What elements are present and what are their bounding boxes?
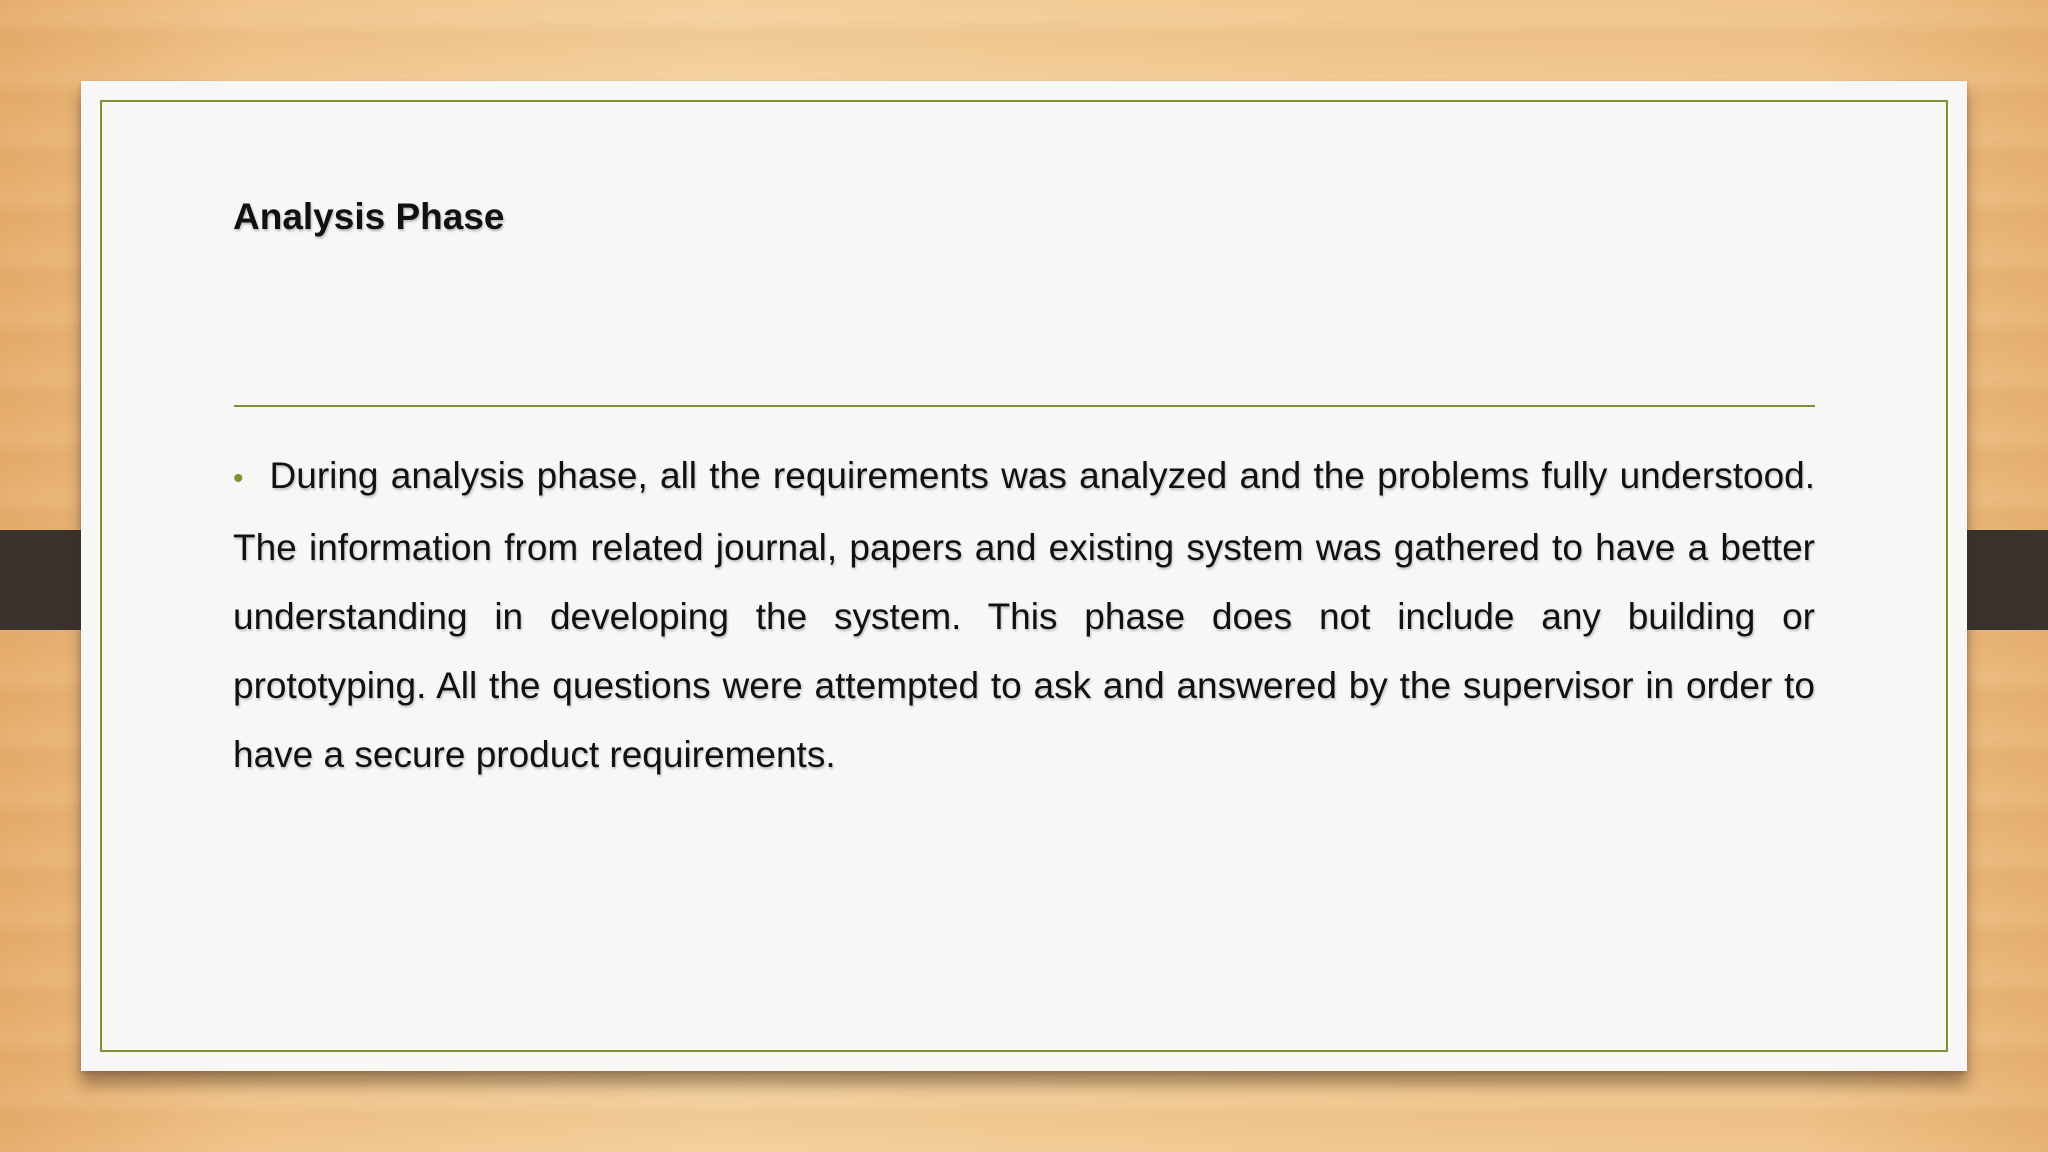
bullet-text: During analysis phase, all the requirements was analyzed and the problems fully understood. The information from related journal, papers and existing system was gathered to have a better understanding in developing the system. This phase does not include any building or prototyping. All the questions were attempted to ask and answered by the supervisor in order to have a secure product requirements.: [233, 455, 1815, 775]
bullet-icon: •: [233, 462, 244, 495]
title-divider: [234, 405, 1815, 407]
bullet-paragraph: [233, 441, 1815, 789]
slide-title: Analysis Phase: [233, 196, 505, 237]
